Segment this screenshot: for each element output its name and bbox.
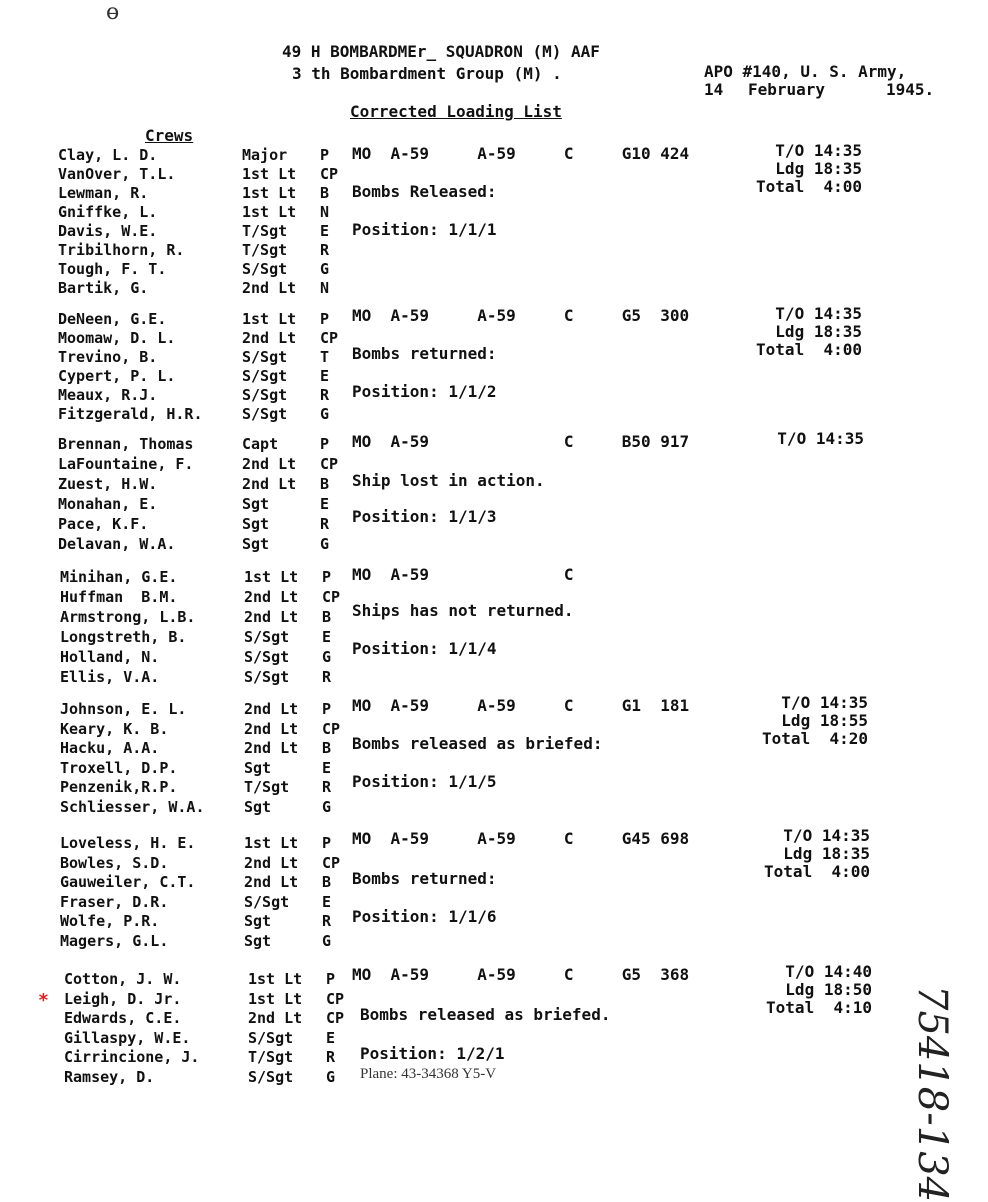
crew-member-position: N [320,203,330,221]
crew-member-position: R [322,668,332,686]
crew-member-name: Gniffke, L. [58,203,158,221]
crew-member-position: P [320,310,330,328]
crew-member-position: CP [320,455,339,473]
crew-member-position: R [320,515,330,533]
crew-member-position: P [322,568,332,586]
crew-member-rank: 2nd Lt [242,455,297,473]
crew-member-position: CP [322,719,341,738]
crew-member-name: Cirrincione, J. [64,1048,200,1066]
flight-time-line: Ldg 18:35 [775,159,862,178]
crews-heading: Crews [145,126,194,145]
crew-member-name: Brennan, Thomas [58,435,194,453]
flight-times [756,142,862,196]
crew-member-name: Armstrong, L.B. [60,608,196,626]
crew-member-name: Delavan, W.A. [58,535,176,553]
flight-time-line: Ldg 18:35 [783,844,870,863]
crew-member-position: B [320,475,330,493]
crew-member-rank: 1st Lt [242,165,297,183]
crew-member-rank: Sgt [242,495,270,513]
crew-member-position: G [320,260,330,278]
crew-member-rank: 2nd Lt [248,1009,303,1027]
crew-member-rank: Capt [242,435,279,453]
crew-member-name: Huffman B.M. [60,588,178,606]
bomb-status-note: Ship lost in action. [352,471,545,490]
crew-member-name: Pace, K.F. [58,515,149,533]
date-year: 1945. [886,80,935,99]
crew-member-rank: 1st Lt [242,184,297,202]
mission-details: MO A-59 A-59 C G45 698 [352,829,690,848]
crew-member-name: Tough, F. T. [58,260,167,278]
crew-member-name: Loveless, H. E. [60,834,196,852]
crew-member-name: Fitzgerald, H.R. [58,405,203,423]
crew-member-rank: 2nd Lt [244,719,299,738]
formation-position: Position: 1/1/4 [352,639,497,658]
crew-member-name: Gillaspy, W.E. [64,1028,191,1047]
bomb-status-note: Bombs Released: [352,182,497,201]
crew-member-name: Cotton, J. W. [64,970,182,988]
crew-member-rank: S/Sgt [244,648,290,666]
mission-details: MO A-59 A-59 C G10 424 [352,144,690,163]
date-month: February [748,80,826,99]
crew-member-position: CP [322,853,341,872]
crew-member-rank: Sgt [242,515,270,533]
crew-member-rank: 1st Lt [248,989,303,1008]
crew-member-rank: S/Sgt [248,1067,294,1086]
mission-details: MO A-59 C B50 917 [352,432,690,451]
crew-member-rank: T/Sgt [242,241,288,259]
group-header: 3 th Bombardment Group (M) . [292,64,562,83]
crew-member-name: Wolfe, P.R. [60,912,160,930]
crew-member-rank: S/Sgt [242,260,288,278]
crew-member-name: Ramsey, D. [64,1067,155,1086]
crew-member-name: Longstreth, B. [60,628,187,646]
crew-member-name: Lewman, R. [58,184,149,202]
crew-member-rank: T/Sgt [242,222,288,240]
flight-time-line: T/O 14:35 [783,826,870,845]
crew-member-position: G [320,405,330,423]
crew-member-rank: 2nd Lt [242,279,297,297]
formation-position: Position: 1/2/1 [360,1044,505,1063]
crew-member-position: CP [320,329,339,347]
flight-time-line: Total 4:10 [766,998,872,1017]
crew-member-rank: 2nd Lt [244,853,299,872]
pen-mark: ɵ [106,0,120,25]
crew-member-rank: 1st Lt [242,203,297,221]
flight-time-line: Total 4:00 [756,177,862,196]
crew-member-rank: 1st Lt [244,568,299,586]
crew-member-name: Penzenik,R.P. [60,778,178,796]
crew-member-name: DeNeen, G.E. [58,310,167,328]
crew-member-name: Gauweiler, C.T. [60,873,196,891]
crew-member-position: R [322,912,332,930]
crew-member-name: Leigh, D. Jr. [64,989,182,1008]
crew-member-name: Bartik, G. [58,279,149,297]
mission-details: MO A-59 A-59 C G5 368 [352,965,690,984]
crew-member-rank: 1st Lt [242,310,297,328]
crew-member-position: P [326,970,336,988]
crew-member-name: Zuest, H.W. [58,475,158,493]
crew-member-name: Meaux, R.J. [58,386,158,404]
crew-member-rank: S/Sgt [244,628,290,646]
bomb-status-note: Ships has not returned. [352,601,574,620]
crew-member-position: R [320,241,330,259]
crew-member-position: P [322,834,332,852]
flight-time-line: Total 4:20 [762,729,868,748]
squadron-header: 49 H BOMBARDMEr_ SQUADRON (M) AAF [282,42,600,61]
crew-member-name: Tribilhorn, R. [58,241,185,259]
crew-member-position: G [322,931,332,950]
crew-member-rank: S/Sgt [244,892,290,911]
crew-member-position: G [322,797,332,816]
crew-member-position: P [320,435,330,453]
crew-member-rank: Sgt [244,912,272,930]
crew-member-name: Fraser, D.R. [60,892,169,911]
flight-times [764,827,870,881]
crew-member-rank: T/Sgt [244,778,290,796]
crew-member-rank: 2nd Lt [244,700,299,718]
crew-member-rank: S/Sgt [244,668,290,686]
red-star-mark: * [38,990,49,1011]
flight-times [756,305,862,359]
flight-time-line: Total 4:00 [756,340,862,359]
crew-member-position: G [320,535,330,553]
crew-member-position: G [322,648,332,666]
bomb-status-note: Bombs released as briefed. [360,1005,611,1024]
crew-member-name: Keary, K. B. [60,719,169,738]
crew-member-name: Clay, L. D. [58,146,158,164]
mission-details: MO A-59 A-59 C G1 181 [352,696,690,715]
crew-member-rank: S/Sgt [242,367,288,385]
crew-member-name: Minihan, G.E. [60,568,178,586]
crew-member-name: Hacku, A.A. [60,739,160,757]
apo-location: APO #140, U. S. Army, [704,62,907,81]
crew-member-rank: 2nd Lt [242,475,297,493]
crew-member-rank: 1st Lt [248,970,303,988]
plane-note: Plane: 43-34368 Y5-V [360,1066,497,1082]
crew-member-rank: 2nd Lt [244,873,299,891]
crew-member-rank: S/Sgt [248,1028,294,1047]
flight-time-line: T/O 14:35 [775,304,862,323]
flight-time-line: Ldg 18:55 [781,711,868,730]
crew-member-rank: Sgt [244,797,272,816]
crew-member-position: CP [326,1009,345,1027]
crew-member-position: P [322,700,332,718]
mission-details: MO A-59 A-59 C G5 300 [352,306,690,325]
crew-member-position: N [320,279,330,297]
mission-details: MO A-59 C [352,565,574,584]
crew-member-position: E [322,758,332,777]
crew-member-rank: Major [242,146,288,164]
flight-times [766,963,872,1017]
crew-member-position: E [320,367,330,385]
crew-member-position: CP [320,165,339,183]
crew-member-name: Monahan, E. [58,495,158,513]
crew-member-position: E [322,628,332,646]
crew-member-position: T [320,348,330,366]
crew-member-rank: 2nd Lt [242,329,297,347]
crew-member-rank: S/Sgt [242,386,288,404]
flight-time-line: T/O 14:40 [785,962,872,981]
formation-position: Position: 1/1/5 [352,772,497,791]
formation-position: Position: 1/1/2 [352,382,497,401]
crew-member-rank: T/Sgt [248,1048,294,1066]
crew-member-rank: Sgt [244,758,272,777]
crew-member-rank: 2nd Lt [244,608,299,626]
bomb-status-note: Bombs released as briefed: [352,734,603,753]
crew-member-position: E [326,1028,336,1047]
formation-position: Position: 1/1/1 [352,220,497,239]
crew-member-position: B [322,873,332,891]
crew-member-name: LaFountaine, F. [58,455,194,473]
bomb-status-note: Bombs returned: [352,344,497,363]
flight-time-line: Total 4:00 [764,862,870,881]
crew-member-position: B [322,608,332,626]
crew-member-name: Ellis, V.A. [60,668,160,686]
crew-member-position: R [320,386,330,404]
document-title: Corrected Loading List [350,102,562,121]
crew-member-name: Moomaw, D. L. [58,329,176,347]
flight-time-line: T/O 14:35 [781,693,868,712]
crew-member-position: P [320,146,330,164]
flight-time-line: Ldg 18:35 [775,322,862,341]
crew-member-position: CP [322,588,341,606]
formation-position: Position: 1/1/3 [352,507,497,526]
crew-member-name: Johnson, E. L. [60,700,187,718]
crew-member-position: E [320,495,330,513]
date-day: 14 [704,80,724,99]
crew-member-name: Magers, G.L. [60,931,169,950]
crew-member-name: VanOver, T.L. [58,165,176,183]
flight-time-line: Ldg 18:50 [785,980,872,999]
crew-member-position: E [320,222,330,240]
flight-times [762,694,868,748]
crew-member-rank: S/Sgt [242,405,288,423]
crew-member-name: Holland, N. [60,648,160,666]
crew-member-name: Edwards, C.E. [64,1009,182,1027]
formation-position: Position: 1/1/6 [352,907,497,926]
flight-times [777,430,864,448]
crew-member-position: CP [326,989,345,1008]
crew-member-name: Schliesser, W.A. [60,797,205,816]
crew-member-name: Trevino, B. [58,348,158,366]
crew-member-name: Davis, W.E. [58,222,158,240]
crew-member-rank: Sgt [244,931,272,950]
handwritten-margin-number: 75418-134 [909,985,955,1202]
crew-member-position: R [326,1048,336,1066]
crew-member-rank: 1st Lt [244,834,299,852]
crew-member-position: E [322,892,332,911]
bomb-status-note: Bombs returned: [352,869,497,888]
crew-member-position: R [322,778,332,796]
crew-member-position: B [322,739,332,757]
crew-member-name: Troxell, D.P. [60,758,178,777]
crew-member-rank: Sgt [242,535,270,553]
flight-time-line: T/O 14:35 [775,141,862,160]
crew-member-name: Cypert, P. L. [58,367,176,385]
crew-member-position: G [326,1067,336,1086]
flight-time-line: T/O 14:35 [777,429,864,448]
crew-member-position: B [320,184,330,202]
crew-member-rank: 2nd Lt [244,739,299,757]
crew-member-rank: S/Sgt [242,348,288,366]
crew-member-name: Bowles, S.D. [60,853,169,872]
crew-member-rank: 2nd Lt [244,588,299,606]
